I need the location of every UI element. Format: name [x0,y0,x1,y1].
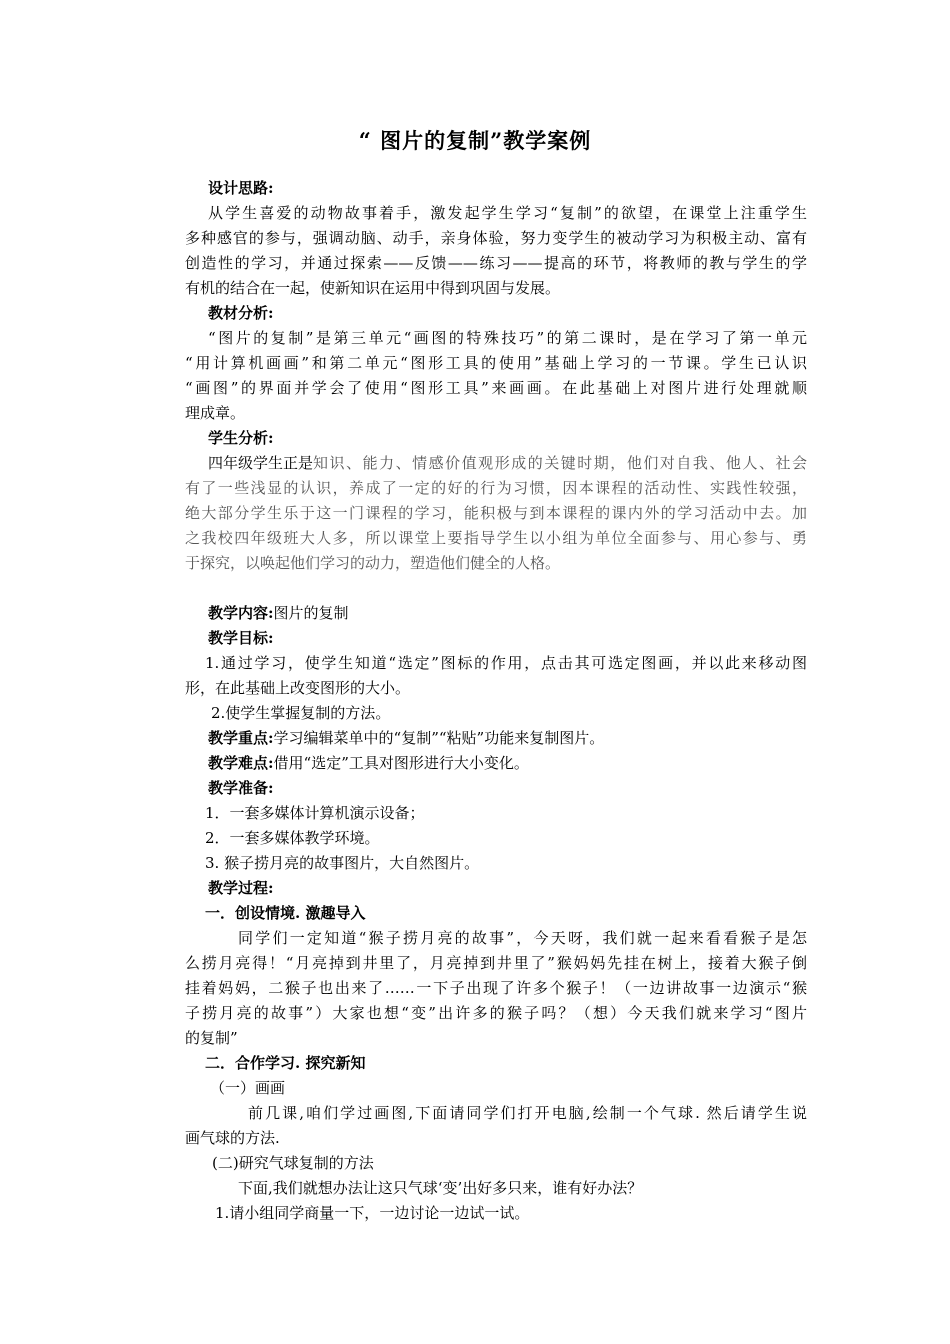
difficulty-value: 借用“选定”工具对图形进行大小变化。 [273,754,529,772]
prep-heading: 教学准备: [208,779,274,797]
material-line: 理成章。 [185,404,246,422]
students-heading: 学生分析: [208,429,274,447]
key-value: 学习编辑菜单中的“复制”“粘贴”功能来复制图片。 [273,729,605,747]
material-line: “用计算机画画”和第二单元“图形工具的使用”基础上学习的一节课。学生已认识 [185,354,807,372]
design-line: 创造性的学习，并通过探索——反馈——练习——提高的环节，将教师的教与学生的学 [185,254,807,272]
subsection-1-line: 前几课,咱们学过画图,下面请同学们打开电脑,绘制一个气球. 然后请学生说 [248,1104,807,1122]
students-line: 于探究，以唤起他们学习的动力，塑造他们健全的人格。 [185,554,561,572]
design-line: 从学生喜爱的动物故事着手，激发起学生学习“复制”的欲望，在课堂上注重学生 [208,204,807,222]
section-1-line: 子捞月亮的故事”）大家也想“变”出许多的猴子吗？（想）今天我们就来学习“图片 [185,1004,807,1022]
goal-1-line: 形，在此基础上改变图形的大小。 [185,679,411,697]
subsection-1-heading: （一）画画 [210,1079,286,1097]
key-label: 教学重点: [208,729,274,747]
material-heading: 教材分析: [208,304,274,322]
section-1-line: 挂着妈妈，二猴子也出来了……一下子出现了许多个猴子！（一边讲故事一边演示“猴 [185,979,807,997]
section-1-line: 同学们一定知道“猴子捞月亮的故事”，今天呀，我们就一起来看看猴子是怎 [238,929,807,947]
key-row [208,728,604,748]
goal-2: 2.使学生掌握复制的方法。 [211,704,391,722]
content-row [208,603,349,623]
design-line: 有机的结合在一起，使新知识在运用中得到巩固与发展。 [185,279,561,297]
material-line: “画图”的界面并学会了使用“图形工具”来画画。在此基础上对图片进行处理就顺 [185,379,807,397]
students-line: 绝大部分学生乐于这一门课程的学习，能积极与到本课程的课内外的学习活动中去。加 [185,504,807,522]
goal-1-line: 1.通过学习，使学生知道“选定”图标的作用，点击其可选定图画，并以此来移动图 [205,654,807,672]
prep-item: 3. 猴子捞月亮的故事图片，大自然图片。 [205,854,480,872]
design-heading: 设计思路: [208,179,274,197]
students-line: 之我校四年级班大人多，所以课堂上要指导学生以小组为单位全面参与、用心参与、勇 [185,529,807,547]
students-line-first [208,453,807,473]
students-line: 有了一些浅显的认识，养成了一定的好的行为习惯，因本课程的活动性、实践性较强， [185,479,807,497]
prep-item: 1．一套多媒体计算机演示设备； [205,804,425,822]
prep-item: 2．一套多媒体教学环境。 [205,829,380,847]
process-heading: 教学过程: [208,879,274,897]
section-1-line: 么捞月亮得！“月亮掉到井里了，月亮掉到井里了”猴妈妈先挂在树上，接着大猴子倒 [185,954,807,972]
design-line: 多种感官的参与，强调动脑、动手，亲身体验，努力变学生的被动学习为积极主动、富有 [185,229,807,247]
step-1: 1.请小组同学商量一下，一边讨论一边试一试。 [215,1204,530,1222]
subsection-1-line: 画气球的方法. [185,1129,280,1147]
content-label: 教学内容: [208,604,274,622]
section-1-line: 的复制” [185,1029,238,1047]
students-line-rest: 知识、能力、情感价值观形成的关键时期，他们对自我、他人、社会 [313,454,807,472]
subsection-2-heading: (二)研究气球复制的方法 [212,1154,374,1172]
students-line-prefix: 四年级学生正是 [208,454,314,472]
difficulty-row [208,753,529,773]
subsection-2-line: 下面,我们就想办法让这只气球‘变’出好多只来，谁有好办法？ [238,1179,643,1197]
difficulty-label: 教学难点: [208,754,274,772]
section-2-heading: 二．合作学习. 探究新知 [205,1054,366,1072]
material-line: “图片的复制”是第三单元“画图的特殊技巧”的第二课时，是在学习了第一单元 [208,329,807,347]
goals-heading: 教学目标: [208,629,274,647]
page-title: “ 图片的复制”教学案例 [358,128,592,153]
section-1-heading: 一．创设情境. 激趣导入 [205,904,366,922]
content-value: 图片的复制 [273,604,349,622]
